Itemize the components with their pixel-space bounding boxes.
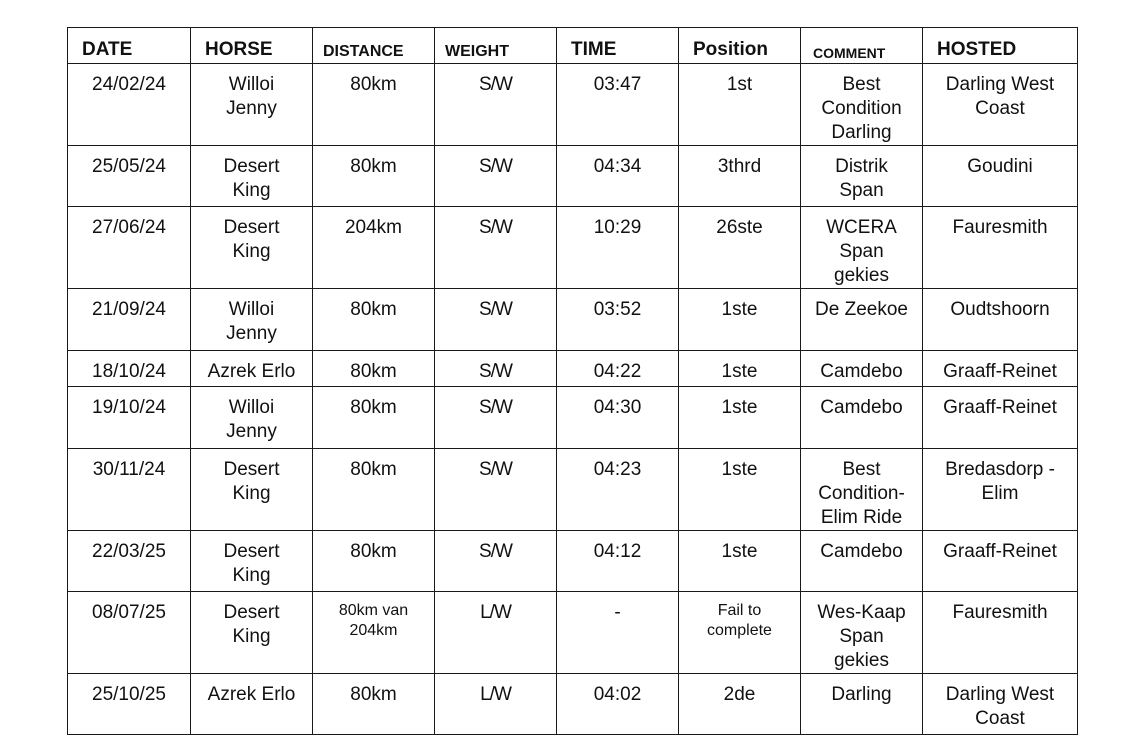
cell-weight: S/W [435,146,557,207]
cell-horse: Desert King [191,207,313,289]
cell-weight: S/W [435,351,557,387]
cell-horse: Desert King [191,531,313,592]
table-row [68,289,1078,351]
cell-position: 1ste [679,289,801,351]
cell-date: 25/10/25 [68,674,191,735]
cell-comment: Darling [801,674,923,735]
cell-date: 22/03/25 [68,531,191,592]
cell-hosted: Fauresmith [923,207,1078,289]
cell-horse: Azrek Erlo [191,351,313,387]
header-hosted: HOSTED [923,28,1078,64]
cell-time: 04:02 [557,674,679,735]
table-row [68,449,1078,531]
header-horse: HORSE [191,28,313,64]
cell-hosted: Darling West Coast [923,674,1078,735]
cell-position: 1ste [679,449,801,531]
header-date: DATE [68,28,191,64]
cell-weight: S/W [435,64,557,146]
cell-time: - [557,592,679,674]
cell-distance: 80km [313,531,435,592]
cell-hosted: Graaff-Reinet [923,351,1078,387]
cell-comment: Camdebo [801,531,923,592]
cell-comment: Camdebo [801,351,923,387]
header-distance: DISTANCE [313,28,435,64]
cell-time: 10:29 [557,207,679,289]
cell-horse: Willoi Jenny [191,64,313,146]
cell-date: 25/05/24 [68,146,191,207]
cell-distance: 80km [313,674,435,735]
cell-comment: Best Condition Darling [801,64,923,146]
cell-weight: S/W [435,531,557,592]
cell-time: 04:12 [557,531,679,592]
table-row [68,207,1078,289]
cell-date: 19/10/24 [68,387,191,449]
cell-horse: Willoi Jenny [191,387,313,449]
results-table [67,27,1078,735]
cell-hosted: Darling West Coast [923,64,1078,146]
table-row [68,146,1078,207]
cell-date: 30/11/24 [68,449,191,531]
cell-hosted: Oudtshoorn [923,289,1078,351]
table-row [68,592,1078,674]
table-row [68,674,1078,735]
cell-distance: 80km [313,387,435,449]
cell-horse: Desert King [191,146,313,207]
cell-time: 04:30 [557,387,679,449]
cell-weight: S/W [435,449,557,531]
cell-distance: 80km [313,64,435,146]
cell-position: 1ste [679,351,801,387]
cell-horse: Desert King [191,449,313,531]
cell-date: 24/02/24 [68,64,191,146]
cell-position: 1ste [679,387,801,449]
cell-hosted: Fauresmith [923,592,1078,674]
header-position: Position [679,28,801,64]
cell-distance: 80km [313,289,435,351]
cell-comment: Distrik Span [801,146,923,207]
header-row [68,28,1078,64]
cell-comment: WCERA Span gekies [801,207,923,289]
cell-position: 3thrd [679,146,801,207]
cell-date: 27/06/24 [68,207,191,289]
cell-position: 1ste [679,531,801,592]
cell-position: 2de [679,674,801,735]
table-row [68,351,1078,387]
cell-comment: De Zeekoe [801,289,923,351]
cell-distance: 80km [313,449,435,531]
cell-time: 04:23 [557,449,679,531]
cell-time: 04:22 [557,351,679,387]
cell-time: 03:52 [557,289,679,351]
cell-weight: L/W [435,592,557,674]
cell-distance: 80km [313,351,435,387]
header-comment: COMMENT [801,28,923,64]
cell-weight: L/W [435,674,557,735]
cell-weight: S/W [435,289,557,351]
cell-position: 1st [679,64,801,146]
cell-position: 26ste [679,207,801,289]
cell-horse: Willoi Jenny [191,289,313,351]
cell-date: 21/09/24 [68,289,191,351]
cell-hosted: Bredasdorp - Elim [923,449,1078,531]
cell-distance: 80km [313,146,435,207]
cell-position: Fail to complete [679,592,801,674]
cell-distance: 204km [313,207,435,289]
cell-distance: 80km van 204km [313,592,435,674]
header-weight: WEIGHT [435,28,557,64]
header-time: TIME [557,28,679,64]
cell-hosted: Goudini [923,146,1078,207]
cell-horse: Azrek Erlo [191,674,313,735]
cell-hosted: Graaff-Reinet [923,387,1078,449]
cell-hosted: Graaff-Reinet [923,531,1078,592]
cell-date: 08/07/25 [68,592,191,674]
table-row [68,531,1078,592]
table-row [68,64,1078,146]
table-row [68,387,1078,449]
cell-time: 03:47 [557,64,679,146]
cell-comment: Wes-Kaap Span gekies [801,592,923,674]
cell-comment: Camdebo [801,387,923,449]
cell-time: 04:34 [557,146,679,207]
cell-date: 18/10/24 [68,351,191,387]
cell-weight: S/W [435,387,557,449]
cell-horse: Desert King [191,592,313,674]
cell-comment: Best Condition- Elim Ride [801,449,923,531]
cell-weight: S/W [435,207,557,289]
